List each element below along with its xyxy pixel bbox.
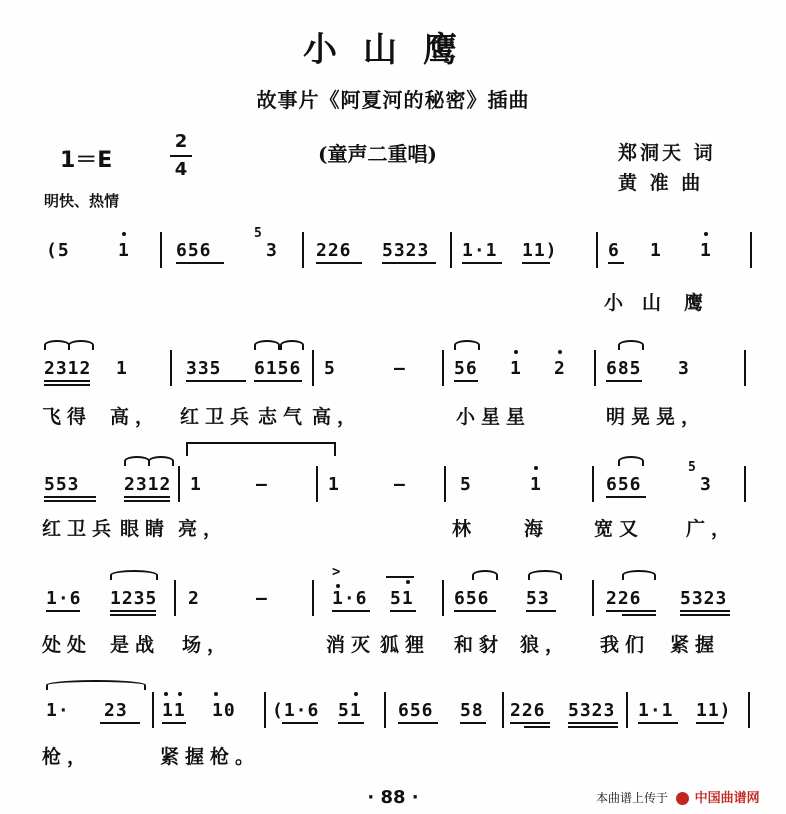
underline bbox=[696, 722, 724, 724]
note: 6156 bbox=[254, 358, 302, 379]
time-signature-bottom: 4 bbox=[174, 159, 188, 180]
note: 11 bbox=[162, 700, 186, 721]
lyric: 处处 bbox=[42, 634, 93, 656]
note: 1·1 bbox=[638, 700, 674, 721]
slur bbox=[254, 340, 280, 350]
notation-line-1 bbox=[40, 226, 760, 272]
song-title: 小山鹰 bbox=[303, 30, 483, 70]
barline bbox=[592, 580, 594, 616]
barline bbox=[264, 692, 266, 728]
site-name: 中国曲谱网 bbox=[694, 791, 760, 806]
note: 1·1 bbox=[462, 240, 498, 261]
slur bbox=[618, 456, 644, 466]
lyric: 狐狸 bbox=[380, 634, 431, 656]
slur bbox=[472, 570, 498, 580]
note: 226 bbox=[510, 700, 546, 721]
notation-line-2 bbox=[40, 350, 760, 390]
slur bbox=[46, 680, 146, 690]
note: 2312 bbox=[44, 358, 92, 379]
lyric: 枪， bbox=[42, 746, 93, 768]
note: 1 bbox=[328, 474, 340, 495]
barline bbox=[744, 350, 746, 386]
lyric: 海 bbox=[524, 518, 550, 540]
slur bbox=[124, 456, 150, 466]
underline bbox=[282, 722, 318, 724]
tempo-marking: 明快、热情 bbox=[44, 192, 120, 210]
note: 2 bbox=[188, 588, 200, 609]
lyric: 是战 bbox=[110, 634, 161, 656]
barline bbox=[312, 350, 314, 386]
dash: — bbox=[256, 588, 268, 609]
note: 11) bbox=[522, 240, 558, 261]
lyric: 我们 bbox=[600, 634, 651, 656]
barline bbox=[312, 580, 314, 616]
note: 1·6 bbox=[332, 588, 368, 609]
time-signature-bar bbox=[170, 155, 192, 157]
barline bbox=[444, 466, 446, 502]
note: 1235 bbox=[110, 588, 158, 609]
slur bbox=[44, 340, 70, 350]
note: 1 bbox=[190, 474, 202, 495]
underline bbox=[332, 610, 370, 612]
lyric: 和豺 bbox=[454, 634, 505, 656]
upload-text: 本曲谱上传于 bbox=[596, 791, 669, 805]
note: 5 bbox=[460, 474, 472, 495]
note: 1 bbox=[118, 240, 130, 261]
underline bbox=[606, 380, 642, 382]
note: 5323 bbox=[382, 240, 430, 261]
underline bbox=[680, 610, 730, 612]
note: 335 bbox=[186, 358, 222, 379]
page-number: · 88 · bbox=[367, 787, 419, 808]
barline bbox=[450, 232, 452, 268]
barline bbox=[502, 692, 504, 728]
lyric: 红卫兵 bbox=[42, 518, 118, 540]
underline bbox=[606, 610, 656, 612]
note: 51 bbox=[390, 588, 414, 609]
underline bbox=[124, 500, 170, 502]
tie-bracket bbox=[186, 442, 336, 456]
key-signature: 1＝E bbox=[60, 148, 113, 173]
underline bbox=[110, 610, 156, 612]
underline bbox=[176, 262, 224, 264]
barline bbox=[750, 232, 752, 268]
song-subtitle: 故事片《阿夏河的秘密》插曲 bbox=[256, 88, 530, 112]
lyric: 飞得 bbox=[42, 406, 93, 428]
underline bbox=[568, 726, 618, 728]
underline bbox=[382, 262, 436, 264]
note: 2312 bbox=[124, 474, 172, 495]
slur bbox=[110, 570, 158, 580]
slur bbox=[280, 340, 304, 350]
underline bbox=[44, 384, 90, 386]
note: 56 bbox=[454, 358, 478, 379]
lyric: 林 bbox=[452, 518, 478, 540]
barline bbox=[174, 580, 176, 616]
lyric: 小星星 bbox=[456, 406, 532, 428]
time-signature bbox=[170, 132, 192, 180]
note: 6 bbox=[608, 240, 620, 261]
note: 1 bbox=[700, 240, 712, 261]
barline bbox=[442, 350, 444, 386]
site-logo-icon bbox=[676, 792, 689, 805]
lyric: 眼睛 bbox=[120, 518, 171, 540]
barline bbox=[626, 692, 628, 728]
dash: — bbox=[394, 358, 406, 379]
high-dot bbox=[178, 692, 182, 696]
slur bbox=[148, 456, 174, 466]
note: 23 bbox=[104, 700, 128, 721]
lyric: 山 bbox=[642, 292, 668, 314]
note: 2 bbox=[554, 358, 566, 379]
lyric: 小 bbox=[604, 292, 630, 314]
slur bbox=[618, 340, 644, 350]
underline bbox=[524, 726, 550, 728]
dash: — bbox=[256, 474, 268, 495]
site-watermark bbox=[596, 787, 760, 806]
underline bbox=[124, 496, 170, 498]
slur bbox=[622, 570, 656, 580]
lyric: 紧握枪。 bbox=[160, 746, 261, 768]
barline bbox=[744, 466, 746, 502]
note: 3 bbox=[678, 358, 690, 379]
slur bbox=[454, 340, 480, 350]
underline bbox=[162, 722, 186, 724]
note: 656 bbox=[454, 588, 490, 609]
barline bbox=[596, 232, 598, 268]
notation-line-5 bbox=[40, 692, 760, 732]
high-dot bbox=[214, 692, 218, 696]
underline bbox=[638, 722, 678, 724]
underline bbox=[110, 614, 156, 616]
lyric: 亮， bbox=[178, 518, 229, 540]
note: 1 bbox=[116, 358, 128, 379]
note: 10 bbox=[212, 700, 236, 721]
note: 656 bbox=[606, 474, 642, 495]
underline bbox=[338, 722, 364, 724]
lyric: 高， bbox=[312, 406, 363, 428]
note: 53 bbox=[526, 588, 550, 609]
underline bbox=[526, 610, 556, 612]
slur bbox=[68, 340, 94, 350]
note: 656 bbox=[398, 700, 434, 721]
barline bbox=[384, 692, 386, 728]
lyric: 鹰 bbox=[684, 292, 710, 314]
note: 1· bbox=[46, 700, 70, 721]
underline bbox=[462, 262, 502, 264]
underline bbox=[100, 722, 140, 724]
barline bbox=[170, 350, 172, 386]
underline bbox=[254, 380, 302, 382]
underline bbox=[606, 496, 646, 498]
underline bbox=[608, 262, 624, 264]
underline bbox=[568, 722, 618, 724]
grace-note: 5 bbox=[688, 460, 697, 475]
slur bbox=[528, 570, 562, 580]
note: 5323 bbox=[568, 700, 616, 721]
notation-line-4 bbox=[40, 564, 760, 620]
barline bbox=[316, 466, 318, 502]
note: 226 bbox=[606, 588, 642, 609]
underline bbox=[680, 614, 730, 616]
underline bbox=[454, 380, 478, 382]
note: (5 bbox=[46, 240, 70, 261]
note: 226 bbox=[316, 240, 352, 261]
barline bbox=[442, 580, 444, 616]
note: 656 bbox=[176, 240, 212, 261]
barline bbox=[592, 466, 594, 502]
underline bbox=[46, 610, 80, 612]
underline bbox=[44, 380, 90, 382]
note: (1·6 bbox=[272, 700, 320, 721]
note: 5323 bbox=[680, 588, 728, 609]
underline bbox=[454, 610, 496, 612]
barline bbox=[594, 350, 596, 386]
high-dot bbox=[514, 350, 518, 354]
voice-note: (童声二重唱) bbox=[318, 142, 437, 166]
underline bbox=[622, 614, 656, 616]
high-dot bbox=[122, 232, 126, 236]
high-dot bbox=[406, 580, 410, 584]
dash: — bbox=[394, 474, 406, 495]
underline bbox=[390, 610, 416, 612]
lyric: 广， bbox=[686, 518, 737, 540]
barline bbox=[160, 232, 162, 268]
notation-line-3 bbox=[40, 460, 760, 506]
underline bbox=[522, 262, 550, 264]
high-dot bbox=[534, 466, 538, 470]
barline bbox=[748, 692, 750, 728]
lyric: 宽又 bbox=[594, 518, 645, 540]
lyric: 志气 bbox=[258, 406, 309, 428]
note: 1 bbox=[530, 474, 542, 495]
underline bbox=[44, 500, 96, 502]
grace-note: 5 bbox=[254, 226, 263, 241]
underline bbox=[186, 380, 246, 382]
underline bbox=[398, 722, 438, 724]
note: 1 bbox=[510, 358, 522, 379]
note: 58 bbox=[460, 700, 484, 721]
note: 3 bbox=[266, 240, 278, 261]
note: 553 bbox=[44, 474, 80, 495]
lyric: 消灭 bbox=[326, 634, 377, 656]
high-dot bbox=[558, 350, 562, 354]
note: 1 bbox=[650, 240, 662, 261]
lyric: 场， bbox=[182, 634, 233, 656]
lyric: 紧握 bbox=[670, 634, 721, 656]
note: 685 bbox=[606, 358, 642, 379]
note: 5 bbox=[324, 358, 336, 379]
barline bbox=[302, 232, 304, 268]
barline bbox=[178, 466, 180, 502]
note: 1·6 bbox=[46, 588, 82, 609]
lyric: 狼， bbox=[520, 634, 571, 656]
barline bbox=[152, 692, 154, 728]
lyric: 高， bbox=[110, 406, 161, 428]
composer-credit: 黄 准 曲 bbox=[618, 172, 704, 194]
note: 3 bbox=[700, 474, 712, 495]
underline bbox=[460, 722, 486, 724]
lyricist-credit: 郑洞天 词 bbox=[618, 142, 716, 164]
accent-mark: > bbox=[332, 564, 342, 580]
overline bbox=[386, 576, 414, 578]
high-dot bbox=[704, 232, 708, 236]
note: 51 bbox=[338, 700, 362, 721]
note: 11) bbox=[696, 700, 732, 721]
lyric: 明晃晃， bbox=[606, 406, 707, 428]
high-dot bbox=[164, 692, 168, 696]
underline bbox=[510, 722, 550, 724]
lyric: 红卫兵 bbox=[180, 406, 256, 428]
underline bbox=[316, 262, 362, 264]
time-signature-top: 2 bbox=[174, 131, 188, 152]
high-dot bbox=[354, 692, 358, 696]
underline bbox=[44, 496, 96, 498]
